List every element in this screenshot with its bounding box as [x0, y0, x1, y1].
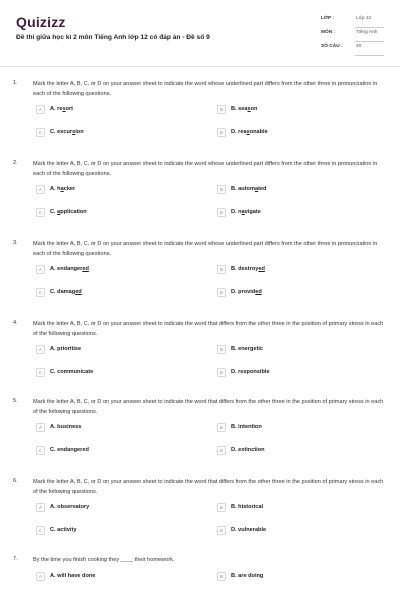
answer-option-c[interactable]	[36, 207, 206, 219]
option-text	[50, 209, 87, 215]
answer-option-d[interactable]	[217, 367, 387, 379]
answer-option-d[interactable]	[217, 525, 387, 537]
option-text	[50, 573, 95, 579]
option-word-start: prioritise	[57, 346, 82, 352]
option-word-start: extinction	[238, 447, 265, 453]
option-word-start: provid	[238, 289, 256, 295]
option-letter-box: B	[217, 423, 226, 432]
option-text	[50, 527, 76, 533]
meta-label: LỚP :	[321, 16, 335, 21]
option-word-start: vulnerable	[238, 527, 267, 533]
option-word-start: communicate	[57, 369, 94, 375]
meta-value: Tiếng Anh	[356, 30, 378, 35]
option-word-end: ted	[258, 186, 267, 192]
question-3	[0, 236, 400, 314]
answer-option-d[interactable]	[217, 127, 387, 139]
option-text	[231, 106, 257, 112]
question-5	[0, 394, 400, 472]
option-letter-box: A	[36, 423, 45, 432]
option-prefix: B.	[231, 186, 237, 192]
option-letter-box: B	[217, 572, 226, 581]
option-underlined-part: ed	[75, 289, 82, 295]
answer-option-b[interactable]	[217, 104, 387, 116]
option-letter-box: B	[217, 105, 226, 114]
option-text	[231, 186, 266, 192]
answer-option-b[interactable]	[217, 422, 387, 434]
option-letter-box: B	[217, 503, 226, 512]
answer-option-a[interactable]	[36, 571, 206, 583]
option-letter-box: D	[217, 446, 226, 455]
option-text	[50, 424, 81, 430]
option-text	[231, 573, 263, 579]
option-prefix: D.	[231, 447, 237, 453]
option-letter-box: C	[36, 128, 45, 137]
option-underlined-part: s	[72, 129, 76, 135]
option-text	[231, 346, 263, 352]
question-text: Mark the letter A, B, C, or D on your answer sheet to indicate the word that differs from the other three in the position of primary stress in each of the following questions.	[33, 321, 384, 337]
option-letter-box: D	[217, 368, 226, 377]
answer-option-b[interactable]	[217, 344, 387, 356]
meta-row-subject	[318, 30, 384, 42]
option-word-end: ort	[65, 106, 74, 112]
question-4	[0, 316, 400, 394]
option-prefix: C.	[50, 129, 56, 135]
question-number: 7.	[13, 556, 18, 562]
option-prefix: B.	[231, 504, 237, 510]
option-word-end: vigate	[244, 209, 261, 215]
option-letter-box: A	[36, 503, 45, 512]
option-letter-box: D	[217, 128, 226, 137]
option-word-end: cker	[63, 186, 76, 192]
option-prefix: D.	[231, 369, 237, 375]
option-prefix: A.	[50, 573, 56, 579]
option-word-start: damag	[57, 289, 76, 295]
option-word-end: onable	[249, 129, 268, 135]
option-word-end: ion	[75, 129, 84, 135]
option-word-start: rea	[238, 129, 247, 135]
answer-option-a[interactable]	[36, 104, 206, 116]
meta-row-class	[318, 16, 384, 28]
answer-option-d[interactable]	[217, 445, 387, 457]
option-word-start: endangered	[57, 447, 89, 453]
question-1	[0, 76, 400, 154]
option-prefix: C.	[50, 527, 56, 533]
option-prefix: B.	[231, 346, 237, 352]
answer-option-c[interactable]	[36, 445, 206, 457]
option-word-start: responsible	[238, 369, 270, 375]
option-underlined-part: ed	[258, 266, 265, 272]
option-word-start: n	[238, 209, 242, 215]
answer-option-b[interactable]	[217, 502, 387, 514]
answer-option-a[interactable]	[36, 184, 206, 196]
option-text	[231, 504, 263, 510]
option-text	[231, 447, 265, 453]
option-word-start: historical	[238, 504, 264, 510]
option-text	[50, 186, 75, 192]
option-underlined-part: s	[246, 129, 250, 135]
answer-option-b[interactable]	[217, 184, 387, 196]
option-letter-box: C	[36, 288, 45, 297]
option-text	[50, 447, 89, 453]
question-number: 2.	[13, 160, 18, 166]
option-prefix: D.	[231, 129, 237, 135]
answer-option-a[interactable]	[36, 344, 206, 356]
option-prefix: D.	[231, 527, 237, 533]
document-title: Đề thi giữa học kì 2 môn Tiếng Anh lớp 12 có đáp án - Đề số 9	[16, 34, 210, 41]
answer-option-a[interactable]	[36, 422, 206, 434]
option-word-start: autom	[238, 186, 255, 192]
question-text: Mark the letter A, B, C, or D on your answer sheet to indicate the word whose underlined part differs from the other three in pronunciation in each of the following questions.	[33, 81, 378, 97]
meta-label: MÔN :	[321, 30, 336, 35]
answer-option-d[interactable]	[217, 287, 387, 299]
option-prefix: C.	[50, 289, 56, 295]
option-text	[231, 209, 261, 215]
answer-option-c[interactable]	[36, 127, 206, 139]
question-2	[0, 156, 400, 234]
answer-option-c[interactable]	[36, 525, 206, 537]
option-word-start: re	[57, 106, 63, 112]
option-text	[50, 266, 89, 272]
option-text	[50, 106, 73, 112]
question-7	[0, 552, 400, 600]
option-prefix: A.	[50, 346, 56, 352]
option-prefix: C.	[50, 447, 56, 453]
option-word-start: destroy	[238, 266, 259, 272]
option-underlined-part: a	[241, 209, 245, 215]
option-word-start: energetic	[238, 346, 264, 352]
option-letter-box: D	[217, 526, 226, 535]
answer-option-b[interactable]	[217, 264, 387, 276]
option-text	[50, 129, 84, 135]
option-underlined-part: ed	[82, 266, 89, 272]
option-word-start: business	[57, 424, 82, 430]
option-letter-box: A	[36, 265, 45, 274]
option-underlined-part: a	[57, 209, 61, 215]
option-letter-box: C	[36, 368, 45, 377]
answer-option-c[interactable]	[36, 367, 206, 379]
meta-value: Lớp 12	[356, 16, 372, 21]
question-text: Mark the letter A, B, C, or D on your answer sheet to indicate the word whose underlined part differs from the other three in pronunciation in each of the following questions.	[33, 241, 378, 257]
option-word-start: h	[57, 186, 61, 192]
option-text	[231, 266, 265, 272]
answer-option-c[interactable]	[36, 287, 206, 299]
option-prefix: A.	[50, 106, 56, 112]
question-text: Mark the letter A, B, C, or D on your answer sheet to indicate the word that differs from the other three in the position of primary stress in each of the following questions.	[33, 479, 384, 495]
page-header	[0, 0, 400, 66]
option-underlined-part: ed	[255, 289, 262, 295]
option-prefix: D.	[231, 289, 237, 295]
option-word-start: sea	[238, 106, 248, 112]
option-word-start: are doing	[238, 573, 264, 579]
option-underlined-part: a	[254, 186, 259, 192]
question-text: Mark the letter A, B, C, or D on your answer sheet to indicate the word whose underlined part differs from the other three in pronunciation in each of the following questions.	[33, 161, 378, 177]
answer-option-b[interactable]	[217, 571, 387, 583]
header-divider	[0, 66, 400, 67]
question-number: 6.	[13, 478, 18, 484]
question-6	[0, 474, 400, 552]
option-word-start: observatory	[57, 504, 90, 510]
quizizz-logo: Quizizz	[16, 14, 66, 30]
option-word-end: pplication	[60, 209, 87, 215]
option-letter-box: C	[36, 208, 45, 217]
option-prefix: C.	[50, 369, 56, 375]
option-text	[50, 346, 81, 352]
option-letter-box: B	[217, 345, 226, 354]
option-underlined-part: s	[62, 106, 66, 112]
question-number: 3.	[13, 240, 18, 246]
option-text	[231, 527, 266, 533]
meta-value: 40	[356, 44, 362, 49]
option-letter-box: C	[36, 446, 45, 455]
option-word-start: excur	[57, 129, 73, 135]
option-letter-box: D	[217, 208, 226, 217]
option-text	[50, 289, 82, 295]
option-letter-box: A	[36, 185, 45, 194]
question-number: 1.	[13, 80, 18, 86]
option-prefix: A.	[50, 186, 56, 192]
meta-label: SỐ CÂU :	[321, 44, 343, 49]
option-prefix: C.	[50, 209, 56, 215]
option-word-end: on	[250, 106, 258, 112]
option-text	[231, 129, 268, 135]
question-number: 4.	[13, 320, 18, 326]
option-text	[50, 504, 89, 510]
option-text	[231, 424, 262, 430]
option-underlined-part: s	[247, 106, 251, 112]
option-underlined-part: a	[60, 186, 64, 192]
option-word-start: intention	[238, 424, 262, 430]
option-prefix: B.	[231, 106, 237, 112]
meta-underline	[355, 41, 384, 42]
option-letter-box: A	[36, 572, 45, 581]
option-prefix: D.	[231, 209, 237, 215]
answer-option-a[interactable]	[36, 264, 206, 276]
option-text	[231, 289, 262, 295]
question-number: 5.	[13, 398, 18, 404]
option-letter-box: B	[217, 185, 226, 194]
option-prefix: B.	[231, 266, 237, 272]
option-letter-box: B	[217, 265, 226, 274]
option-word-start: activity	[57, 527, 77, 533]
option-text	[231, 369, 270, 375]
option-prefix: A.	[50, 504, 56, 510]
option-prefix: A.	[50, 424, 56, 430]
answer-option-d[interactable]	[217, 207, 387, 219]
meta-row-count	[318, 44, 384, 56]
meta-underline	[355, 27, 384, 28]
option-prefix: B.	[231, 424, 237, 430]
option-letter-box: A	[36, 345, 45, 354]
question-text: By the time you finish cooking they ____ their homework.	[33, 557, 175, 563]
option-word-start: will have done	[57, 573, 96, 579]
question-text: Mark the letter A, B, C, or D on your answer sheet to indicate the word that differs from the other three in the position of primary stress in each of the following questions.	[33, 399, 384, 415]
option-letter-box: A	[36, 105, 45, 114]
answer-option-a[interactable]	[36, 502, 206, 514]
option-prefix: A.	[50, 266, 56, 272]
option-word-start: endanger	[57, 266, 83, 272]
option-letter-box: C	[36, 526, 45, 535]
meta-underline	[355, 55, 384, 56]
option-letter-box: D	[217, 288, 226, 297]
option-prefix: B.	[231, 573, 237, 579]
option-text	[50, 369, 93, 375]
